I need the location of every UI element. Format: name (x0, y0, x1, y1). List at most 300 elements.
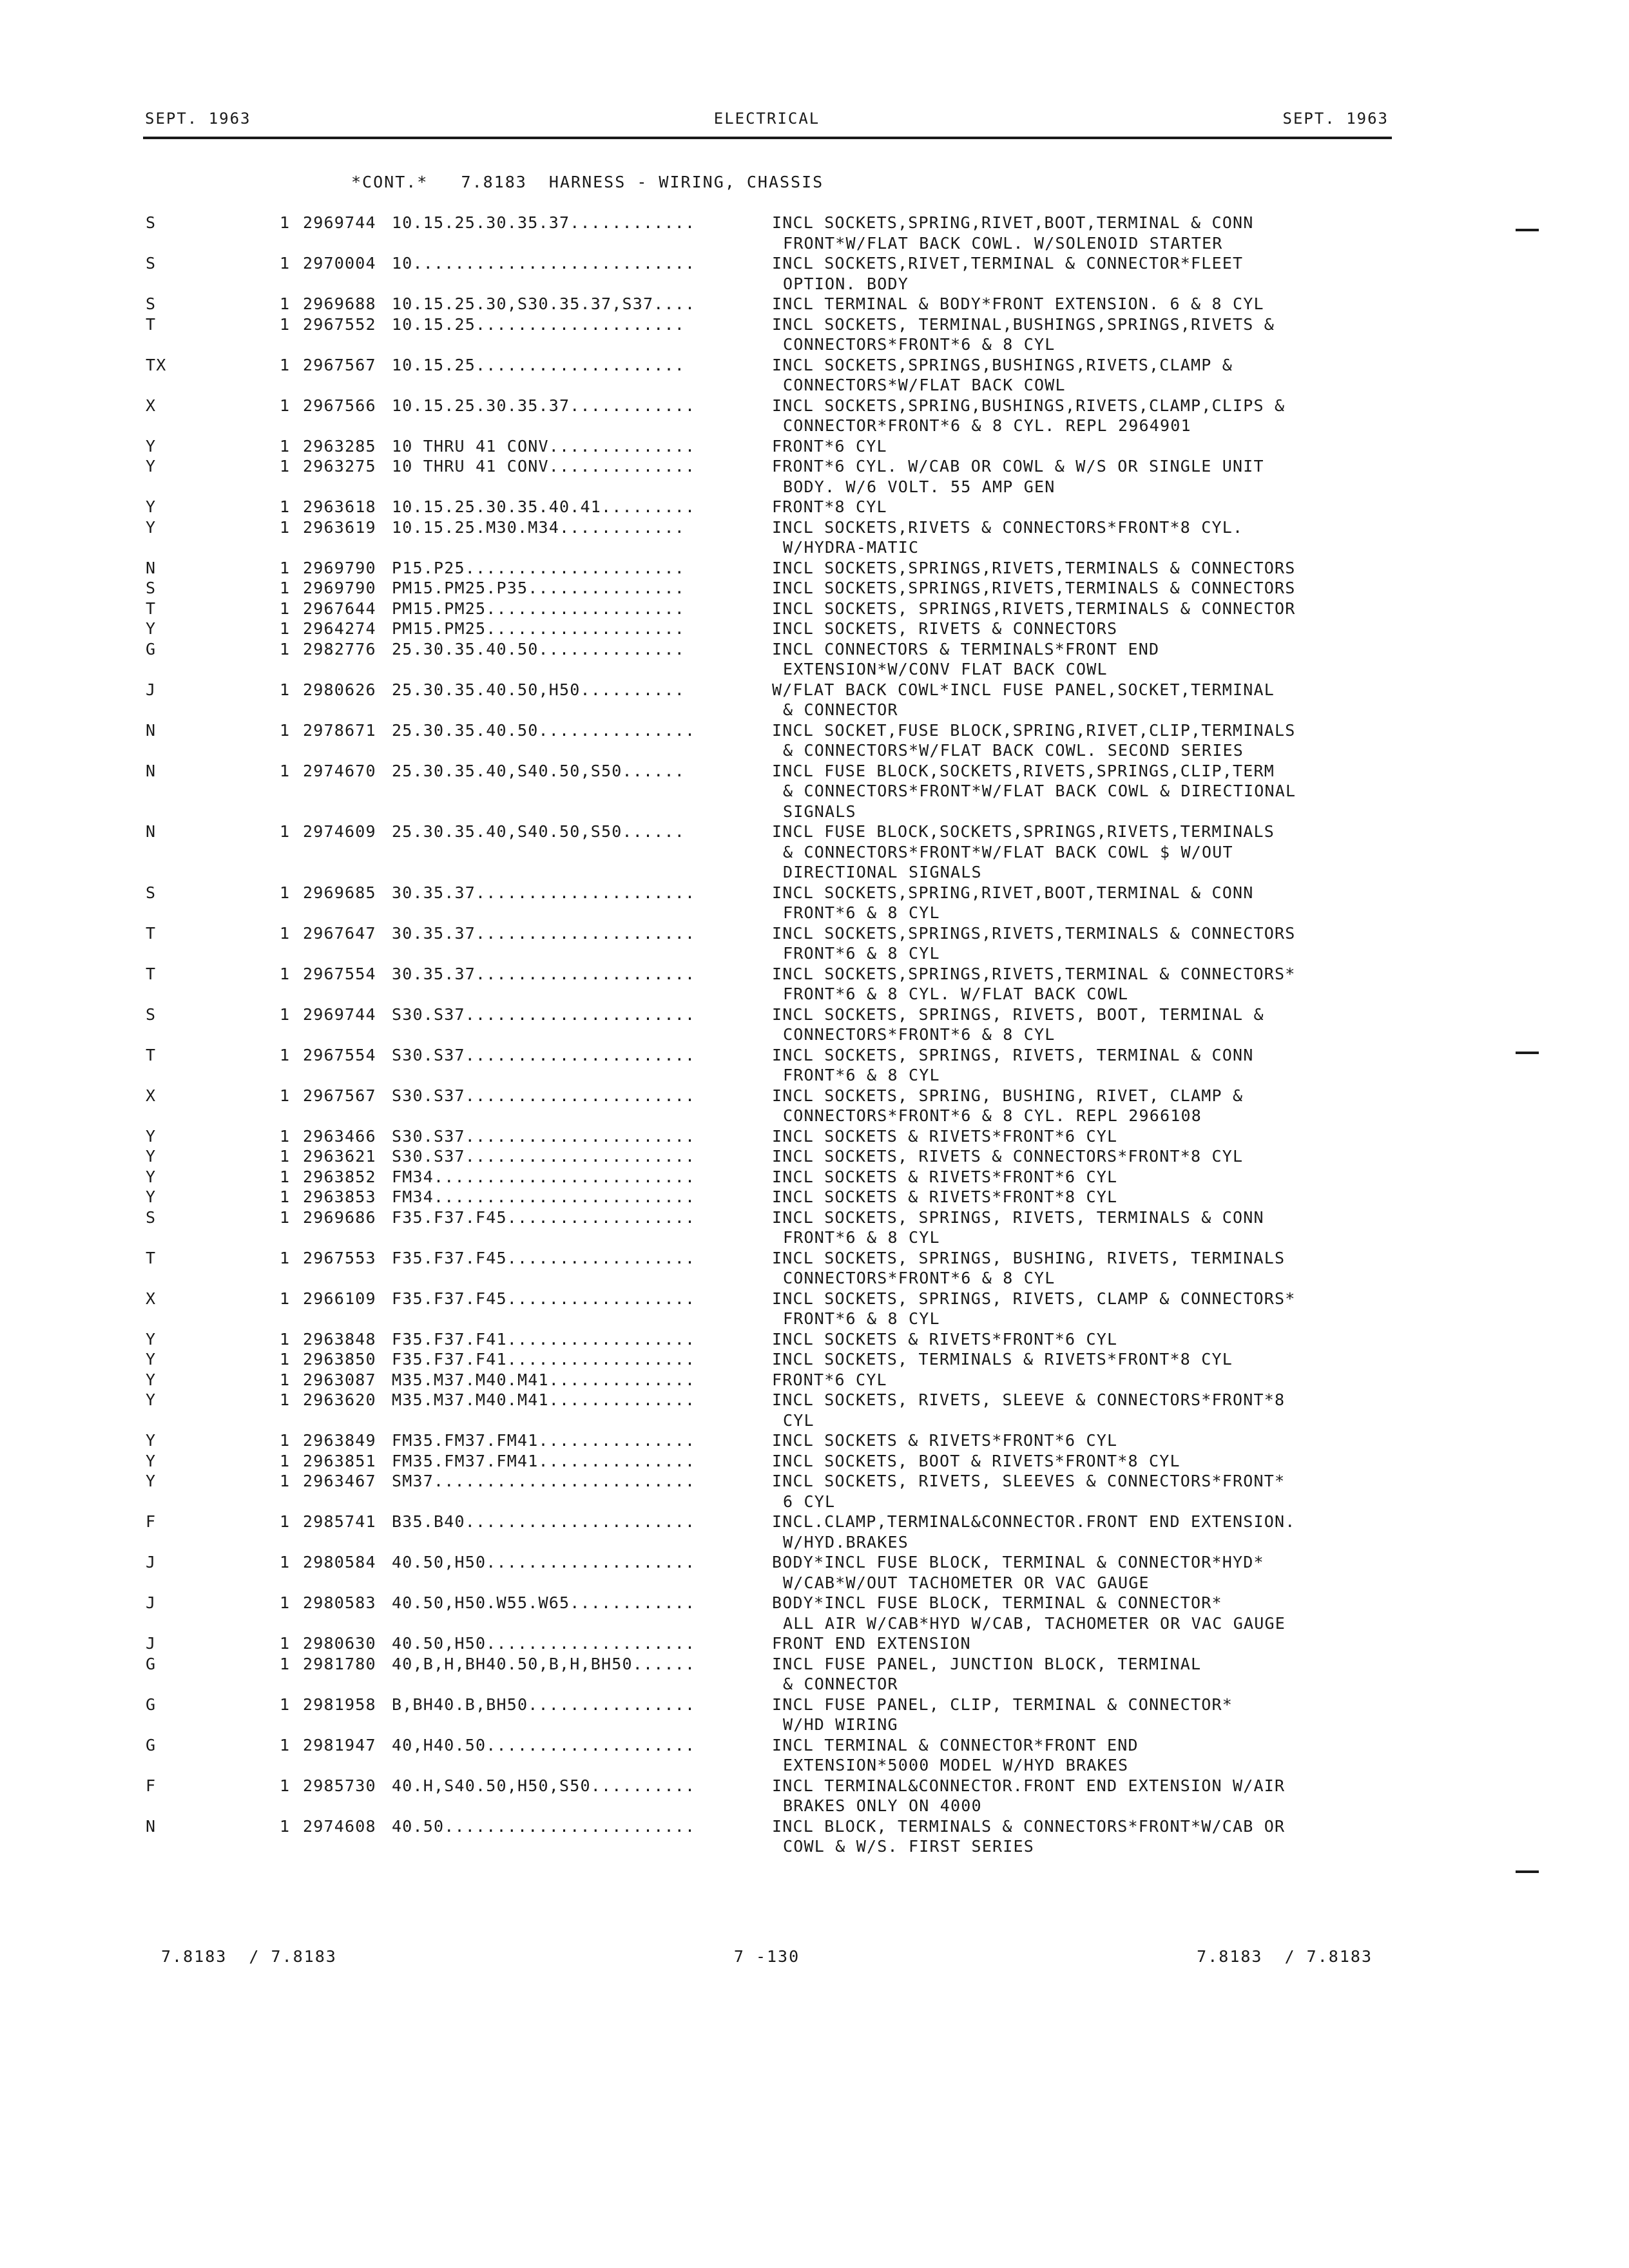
row-models: PM15.PM25................... (392, 619, 686, 638)
row-code: X (146, 396, 157, 415)
row-models: 30.35.37..................... (392, 923, 696, 943)
row-description: INCL SOCKETS,RIVET,TERMINAL & CONNECTOR*FLEET (772, 254, 1244, 273)
table-row (0, 436, 1629, 457)
row-description: CONNECTORS*W/FLAT BACK COWL (783, 376, 1066, 394)
row-part-number: 2963619 (303, 517, 376, 537)
row-models: 30.35.37..................... (392, 883, 696, 902)
row-description: ALL AIR W/CAB*HYD W/CAB, TACHOMETER OR VAC GAUGE (783, 1613, 1286, 1633)
row-models: 30.35.37..................... (392, 964, 696, 983)
row-code: S (146, 254, 157, 273)
table-row (0, 1471, 1629, 1492)
table-row (0, 1735, 1629, 1756)
row-description: INCL SOCKETS, SPRINGS, RIVETS, CLAMP & CONNECTORS* (772, 1289, 1296, 1308)
row-part-number: 2967644 (303, 599, 376, 618)
row-description: DIRECTIONAL SIGNALS (783, 863, 982, 881)
row-quantity: 1 (280, 1553, 291, 1571)
row-code: Y (146, 1167, 157, 1186)
row-description: & CONNECTOR (783, 700, 898, 719)
row-code: S (146, 1004, 157, 1024)
table-row (0, 1207, 1629, 1228)
row-description: INCL SOCKETS, SPRING, BUSHING, RIVET, CLAMP & (772, 1086, 1244, 1105)
row-models: FM35.FM37.FM41............... (392, 1431, 696, 1450)
row-models: 25.30.35.40.50............... (392, 720, 696, 740)
table-row (0, 1349, 1629, 1370)
row-code: S (146, 883, 157, 902)
table-row (0, 923, 1629, 944)
row-description: INCL SOCKETS & RIVETS*FRONT*6 CYL (772, 1431, 1118, 1450)
row-models: PM15.PM25.P35............... (392, 579, 686, 597)
table-row (0, 294, 1629, 314)
table-row-continuation (0, 781, 1629, 802)
row-part-number: 2969688 (303, 294, 376, 313)
table-row (0, 1512, 1629, 1532)
row-description: INCL BLOCK, TERMINALS & CONNECTORS*FRONT*W/CAB OR (772, 1816, 1286, 1836)
row-models: M35.M37.M40.M41.............. (392, 1370, 696, 1389)
row-description: FRONT*6 & 8 CYL (783, 944, 940, 963)
table-row-continuation (0, 1532, 1629, 1553)
row-code: Y (146, 517, 157, 537)
table-row (0, 1430, 1629, 1451)
row-part-number: 2982776 (303, 639, 376, 658)
row-models: S30.S37...................... (392, 1086, 696, 1105)
row-code: T (146, 314, 157, 334)
row-description: FRONT END EXTENSION (772, 1634, 971, 1653)
row-code: Y (146, 1126, 157, 1146)
row-description: CONNECTOR*FRONT*6 & 8 CYL. REPL 2964901 (783, 416, 1191, 435)
row-part-number: 2963851 (303, 1451, 376, 1470)
row-description: FRONT*6 CYL. W/CAB OR COWL & W/S OR SINGLE UNIT (772, 457, 1264, 476)
row-models: 40.50,H50.................... (392, 1634, 696, 1653)
row-part-number: 2967567 (303, 1086, 376, 1105)
row-description: SIGNALS (783, 802, 856, 821)
row-quantity: 1 (280, 599, 291, 618)
row-part-number: 2985741 (303, 1512, 376, 1531)
row-part-number: 2963848 (303, 1329, 376, 1349)
row-code: Y (146, 457, 157, 476)
row-part-number: 2963618 (303, 497, 376, 516)
row-code: S (146, 294, 157, 313)
row-part-number: 2974670 (303, 761, 376, 780)
table-row (0, 619, 1629, 639)
table-row (0, 1390, 1629, 1410)
row-description: FRONT*6 & 8 CYL (783, 1228, 940, 1247)
row-code: T (146, 1248, 157, 1267)
row-code: T (146, 599, 157, 618)
table-row (0, 1248, 1629, 1269)
table-row (0, 680, 1629, 700)
table-row-continuation (0, 1613, 1629, 1634)
table-row (0, 1329, 1629, 1350)
row-quantity: 1 (280, 619, 291, 638)
table-row-continuation (0, 1024, 1629, 1045)
row-description: BODY*INCL FUSE BLOCK, TERMINAL & CONNECTOR*HYD* (772, 1553, 1264, 1571)
table-row-continuation (0, 943, 1629, 964)
row-code: G (146, 1735, 157, 1754)
row-models: 10.15.25.................... (392, 355, 686, 374)
row-code: Y (146, 1390, 157, 1409)
row-part-number: 2980630 (303, 1634, 376, 1653)
row-models: FM34......................... (392, 1187, 696, 1206)
row-quantity: 1 (280, 294, 291, 313)
row-quantity: 1 (280, 1167, 291, 1186)
row-code: Y (146, 619, 157, 638)
row-models: 10.15.25.................... (392, 314, 686, 334)
row-part-number: 2969686 (303, 1207, 376, 1227)
row-code: Y (146, 1370, 157, 1389)
row-part-number: 2967567 (303, 355, 376, 374)
row-quantity: 1 (280, 720, 291, 740)
table-row-continuation (0, 659, 1629, 680)
row-code: Y (146, 1329, 157, 1349)
row-description: INCL SOCKETS,SPRINGS,BUSHINGS,RIVETS,CLAMP & (772, 355, 1233, 374)
row-description: INCL SOCKETS & RIVETS*FRONT*8 CYL (772, 1187, 1118, 1206)
row-description: INCL FUSE BLOCK,SOCKETS,SPRINGS,RIVETS,TERMINALS (772, 822, 1275, 841)
table-row (0, 639, 1629, 660)
row-code: T (146, 1045, 157, 1064)
row-code: Y (146, 1451, 157, 1470)
table-row (0, 1776, 1629, 1796)
row-quantity: 1 (280, 1086, 291, 1105)
row-code: G (146, 1695, 157, 1714)
row-models: 25.30.35.40,S40.50,S50...... (392, 761, 686, 780)
row-code: J (146, 680, 157, 699)
table-row-continuation (0, 1755, 1629, 1776)
row-description: INCL SOCKETS, TERMINALS & RIVETS*FRONT*8 CYL (772, 1350, 1233, 1369)
table-row-continuation (0, 1573, 1629, 1593)
row-models: 10........................... (392, 254, 696, 273)
row-models: 40.50,H50.................... (392, 1553, 696, 1571)
parts-list (0, 213, 1629, 1857)
row-quantity: 1 (280, 1004, 291, 1024)
table-row-continuation (0, 1309, 1629, 1329)
table-row (0, 1004, 1629, 1025)
row-part-number: 2963620 (303, 1390, 376, 1409)
row-part-number: 2969790 (303, 579, 376, 597)
row-models: S30.S37...................... (392, 1004, 696, 1024)
table-row-continuation (0, 903, 1629, 923)
row-part-number: 2981958 (303, 1695, 376, 1714)
header-date-left: SEPT. 1963 (145, 110, 251, 128)
table-row-continuation (0, 1836, 1629, 1857)
row-description: FRONT*6 & 8 CYL (783, 1066, 940, 1084)
row-models: F35.F37.F41.................. (392, 1350, 696, 1369)
row-description: INCL SOCKETS, RIVETS, SLEEVE & CONNECTORS*FRONT*8 (772, 1390, 1286, 1409)
row-description: W/HYDRA-MATIC (783, 538, 920, 557)
table-row (0, 456, 1629, 477)
row-models: FM35.FM37.FM41............... (392, 1451, 696, 1470)
row-code: J (146, 1553, 157, 1571)
row-quantity: 1 (280, 1695, 291, 1714)
row-description: INCL SOCKETS, RIVETS & CONNECTORS (772, 619, 1118, 638)
row-description: INCL FUSE BLOCK,SOCKETS,RIVETS,SPRINGS,CLIP,TERM (772, 761, 1275, 780)
row-description: & CONNECTORS*W/FLAT BACK COWL. SECOND SERIES (783, 741, 1244, 760)
row-part-number: 2963621 (303, 1147, 376, 1166)
table-row-continuation (0, 233, 1629, 254)
row-description: FRONT*6 & 8 CYL (783, 903, 940, 922)
row-quantity: 1 (280, 680, 291, 699)
row-quantity: 1 (280, 1147, 291, 1166)
row-description: INCL SOCKET,FUSE BLOCK,SPRING,RIVET,CLIP,TERMINALS (772, 720, 1296, 740)
row-quantity: 1 (280, 1350, 291, 1369)
row-code: N (146, 761, 157, 780)
row-description: INCL SOCKETS, SPRINGS,RIVETS,TERMINALS & CONNECTOR (772, 599, 1296, 618)
row-quantity: 1 (280, 923, 291, 943)
row-description: INCL SOCKETS, SPRINGS, RIVETS, TERMINAL & CONN (772, 1045, 1254, 1064)
row-part-number: 2967647 (303, 923, 376, 943)
row-part-number: 2980626 (303, 680, 376, 699)
table-row (0, 1695, 1629, 1715)
row-quantity: 1 (280, 1512, 291, 1531)
table-row (0, 1167, 1629, 1187)
row-description: FRONT*6 CYL (772, 1370, 887, 1389)
table-row-continuation (0, 842, 1629, 863)
row-description: FRONT*6 & 8 CYL (783, 1309, 940, 1328)
row-part-number: 2967552 (303, 314, 376, 334)
row-quantity: 1 (280, 1431, 291, 1450)
table-row (0, 964, 1629, 985)
table-row-continuation (0, 1227, 1629, 1248)
row-part-number: 2963466 (303, 1126, 376, 1146)
row-description: INCL SOCKETS, RIVETS & CONNECTORS*FRONT*8 CYL (772, 1147, 1244, 1166)
row-quantity: 1 (280, 1207, 291, 1227)
row-quantity: 1 (280, 314, 291, 334)
row-part-number: 2974608 (303, 1816, 376, 1836)
row-code: Y (146, 1472, 157, 1490)
row-part-number: 2967554 (303, 1045, 376, 1064)
row-quantity: 1 (280, 396, 291, 415)
footer-ref-right: 7.8183 / 7.8183 (1197, 1947, 1373, 1966)
row-quantity: 1 (280, 1776, 291, 1795)
row-description: INCL FUSE PANEL, CLIP, TERMINAL & CONNECTOR* (772, 1695, 1233, 1714)
row-models: S30.S37...................... (392, 1126, 696, 1146)
row-models: SM37......................... (392, 1472, 696, 1490)
row-description: INCL SOCKETS,SPRINGS,RIVETS,TERMINALS & CONNECTORS (772, 579, 1296, 597)
row-quantity: 1 (280, 579, 291, 597)
row-code: N (146, 822, 157, 841)
row-quantity: 1 (280, 1451, 291, 1470)
row-quantity: 1 (280, 1045, 291, 1064)
table-row (0, 1045, 1629, 1066)
row-part-number: 2981947 (303, 1735, 376, 1754)
row-description: FRONT*W/FLAT BACK COWL. W/SOLENOID STARTER (783, 233, 1223, 253)
row-quantity: 1 (280, 1816, 291, 1836)
row-models: FM34......................... (392, 1167, 696, 1186)
table-row (0, 1654, 1629, 1675)
row-description: W/FLAT BACK COWL*INCL FUSE PANEL,SOCKET,TERMINAL (772, 680, 1275, 699)
row-models: S30.S37...................... (392, 1147, 696, 1166)
row-description: & CONNECTORS*FRONT*W/FLAT BACK COWL & DIRECTIONAL (783, 782, 1296, 800)
row-quantity: 1 (280, 1735, 291, 1754)
row-models: F35.F37.F41.................. (392, 1329, 696, 1349)
row-description: BODY. W/6 VOLT. 55 AMP GEN (783, 477, 1055, 496)
table-row (0, 1289, 1629, 1309)
row-quantity: 1 (280, 964, 291, 983)
row-description: COWL & W/S. FIRST SERIES (783, 1837, 1035, 1856)
row-quantity: 1 (280, 497, 291, 516)
row-description: INCL SOCKETS,SPRING,BUSHINGS,RIVETS,CLAMP,CLIPS & (772, 396, 1286, 415)
table-row-continuation (0, 1492, 1629, 1512)
row-description: CONNECTORS*FRONT*6 & 8 CYL (783, 1269, 1055, 1287)
table-row (0, 1633, 1629, 1654)
table-row (0, 1370, 1629, 1390)
table-row (0, 720, 1629, 741)
row-code: X (146, 1086, 157, 1105)
row-code: F (146, 1512, 157, 1531)
row-models: 10 THRU 41 CONV.............. (392, 436, 696, 456)
row-part-number: 2963467 (303, 1472, 376, 1490)
row-code: T (146, 923, 157, 943)
row-part-number: 2967554 (303, 964, 376, 983)
row-models: 25.30.35.40,S40.50,S50...... (392, 822, 686, 841)
row-code: G (146, 639, 157, 658)
row-description: INCL SOCKETS, SPRINGS, RIVETS, BOOT, TERMINAL & (772, 1004, 1264, 1024)
table-row (0, 213, 1629, 233)
row-description: INCL SOCKETS, SPRINGS, RIVETS, TERMINALS & CONN (772, 1207, 1264, 1227)
row-code: Y (146, 497, 157, 516)
table-row-continuation (0, 984, 1629, 1004)
row-code: S (146, 1207, 157, 1227)
row-models: 10 THRU 41 CONV.............. (392, 457, 696, 476)
table-row-continuation (0, 1715, 1629, 1735)
row-quantity: 1 (280, 213, 291, 232)
row-description: FRONT*6 CYL (772, 436, 887, 456)
row-description: CONNECTORS*FRONT*6 & 8 CYL (783, 1025, 1055, 1044)
table-row (0, 1816, 1629, 1837)
row-models: B35.B40...................... (392, 1512, 696, 1531)
row-code: J (146, 1593, 157, 1612)
row-description: INCL SOCKETS,SPRING,RIVET,BOOT,TERMINAL & CONN (772, 883, 1254, 902)
row-code: S (146, 213, 157, 232)
row-quantity: 1 (280, 436, 291, 456)
row-quantity: 1 (280, 1329, 291, 1349)
row-part-number: 2978671 (303, 720, 376, 740)
row-code: T (146, 964, 157, 983)
row-code: G (146, 1654, 157, 1673)
row-quantity: 1 (280, 1654, 291, 1673)
table-row (0, 1451, 1629, 1472)
row-quantity: 1 (280, 639, 291, 658)
row-part-number: 2985730 (303, 1776, 376, 1795)
row-models: 25.30.35.40.50.............. (392, 639, 686, 658)
table-row (0, 578, 1629, 599)
table-row-continuation (0, 1065, 1629, 1086)
table-row-continuation (0, 802, 1629, 822)
row-code: S (146, 579, 157, 597)
table-row (0, 517, 1629, 538)
table-row-continuation (0, 740, 1629, 761)
row-description: INCL SOCKETS & RIVETS*FRONT*6 CYL (772, 1167, 1118, 1186)
table-row-continuation (0, 1106, 1629, 1126)
row-code: Y (146, 1187, 157, 1206)
row-part-number: 2963853 (303, 1187, 376, 1206)
row-description: INCL TERMINAL & BODY*FRONT EXTENSION. 6 & 8 CYL (772, 294, 1264, 313)
row-description: INCL.CLAMP,TERMINAL&CONNECTOR.FRONT END EXTENSION. (772, 1512, 1296, 1531)
row-models: 10.15.25.30,S30.35.37,S37.... (392, 294, 696, 313)
row-quantity: 1 (280, 1126, 291, 1146)
row-models: P15.P25..................... (392, 558, 686, 577)
margin-mark (1516, 229, 1539, 231)
footer-page-number: 7 -130 (733, 1947, 800, 1966)
table-row (0, 822, 1629, 842)
table-row-continuation (0, 416, 1629, 436)
table-row (0, 396, 1629, 416)
row-models: M35.M37.M40.M41.............. (392, 1390, 696, 1409)
table-row-continuation (0, 1268, 1629, 1289)
row-quantity: 1 (280, 883, 291, 902)
row-description: 6 CYL (783, 1492, 836, 1511)
row-part-number: 2980584 (303, 1553, 376, 1571)
row-description: INCL SOCKETS, SPRINGS, BUSHING, RIVETS, TERMINALS (772, 1248, 1286, 1267)
row-description: INCL SOCKETS, TERMINAL,BUSHINGS,SPRINGS,RIVETS & (772, 314, 1275, 334)
table-row-continuation (0, 334, 1629, 355)
row-part-number: 2966109 (303, 1289, 376, 1308)
row-quantity: 1 (280, 558, 291, 577)
header-date-right: SEPT. 1963 (1282, 110, 1389, 128)
row-part-number: 2963852 (303, 1167, 376, 1186)
row-code: N (146, 1816, 157, 1836)
row-part-number: 2963275 (303, 457, 376, 476)
table-row (0, 1593, 1629, 1613)
row-quantity: 1 (280, 1472, 291, 1490)
row-description: INCL CONNECTORS & TERMINALS*FRONT END (772, 639, 1160, 658)
table-row (0, 1552, 1629, 1573)
table-row (0, 253, 1629, 274)
row-description: INCL FUSE PANEL, JUNCTION BLOCK, TERMINAL (772, 1654, 1202, 1673)
row-code: TX (146, 355, 167, 374)
row-description: EXTENSION*W/CONV FLAT BACK COWL (783, 660, 1108, 678)
row-description: FRONT*6 & 8 CYL. W/FLAT BACK COWL (783, 985, 1129, 1003)
row-models: 10.15.25.30.35.40.41......... (392, 497, 696, 516)
table-row-continuation (0, 1674, 1629, 1695)
table-row-continuation (0, 537, 1629, 558)
row-quantity: 1 (280, 822, 291, 841)
row-quantity: 1 (280, 1370, 291, 1389)
row-description: CONNECTORS*FRONT*6 & 8 CYL (783, 335, 1055, 354)
table-row (0, 1146, 1629, 1167)
row-part-number: 2969790 (303, 558, 376, 577)
row-part-number: 2967553 (303, 1248, 376, 1267)
continuation-title: *CONT.* 7.8183 HARNESS - WIRING, CHASSIS (351, 173, 824, 191)
row-part-number: 2963850 (303, 1350, 376, 1369)
row-part-number: 2981780 (303, 1654, 376, 1673)
row-description: CYL (783, 1410, 815, 1430)
row-description: INCL SOCKETS,SPRINGS,RIVETS,TERMINALS & CONNECTORS (772, 558, 1296, 577)
table-row (0, 1126, 1629, 1147)
row-quantity: 1 (280, 1593, 291, 1612)
row-quantity: 1 (280, 1634, 291, 1653)
row-models: 40.50........................ (392, 1816, 696, 1836)
row-description: INCL SOCKETS,SPRING,RIVET,BOOT,TERMINAL & CONN (772, 213, 1254, 232)
row-models: F35.F37.F45.................. (392, 1248, 696, 1267)
table-row (0, 1086, 1629, 1106)
table-row (0, 558, 1629, 579)
row-part-number: 2967566 (303, 396, 376, 415)
row-quantity: 1 (280, 1187, 291, 1206)
table-row-continuation (0, 477, 1629, 497)
row-part-number: 2969744 (303, 213, 376, 232)
header-section-title: ELECTRICAL (713, 110, 820, 128)
page-header (145, 110, 1389, 135)
page-footer (161, 1947, 1373, 1973)
row-description: W/HD WIRING (783, 1715, 898, 1734)
row-description: INCL TERMINAL & CONNECTOR*FRONT END (772, 1735, 1139, 1754)
row-description: INCL TERMINAL&CONNECTOR.FRONT END EXTENSION W/AIR (772, 1776, 1286, 1795)
row-part-number: 2963087 (303, 1370, 376, 1389)
row-models: 40.50,H50.W55.W65............ (392, 1593, 696, 1612)
table-row-continuation (0, 274, 1629, 294)
table-row-continuation (0, 700, 1629, 720)
table-row (0, 883, 1629, 903)
